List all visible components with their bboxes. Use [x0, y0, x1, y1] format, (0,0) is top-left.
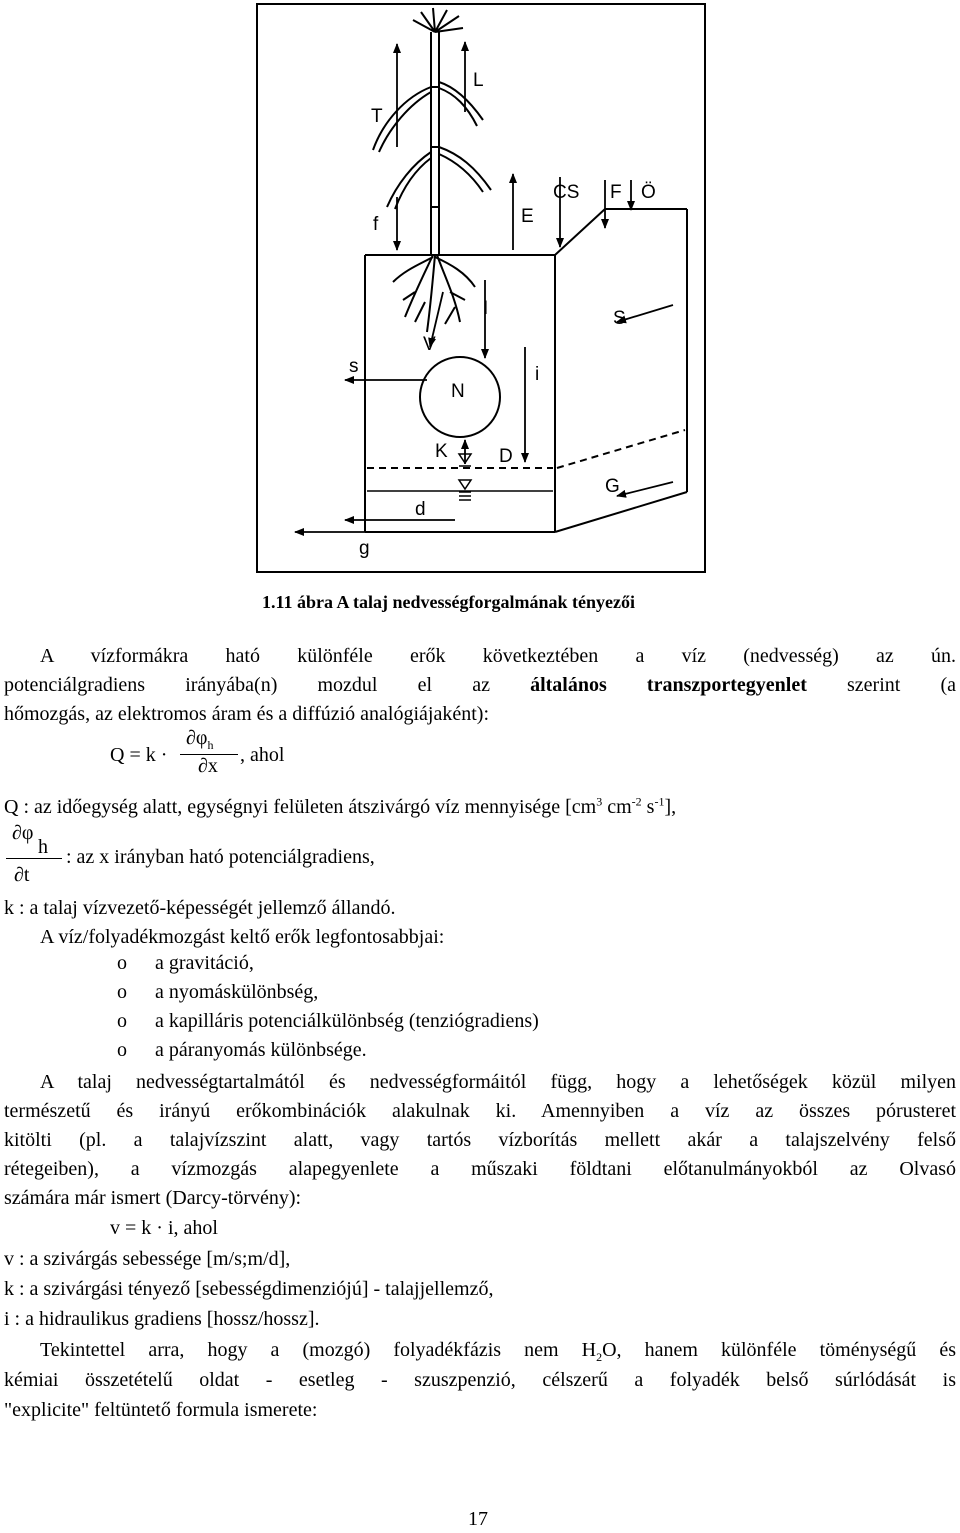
label-f: f: [373, 214, 379, 235]
paragraph-3-line-2: kémiai összetételű oldat - esetleg - szuszpenzió, célszerű a folyadék belső súrlódását is: [4, 1369, 956, 1391]
page-number: 17: [468, 1508, 488, 1530]
label-S: S: [613, 308, 626, 329]
paragraph-3-line-3: "explicite" feltüntető formula ismerete:: [4, 1399, 318, 1421]
phi-fraction-bar: [6, 858, 62, 859]
phi-denominator: ∂t: [14, 864, 30, 886]
definition-v: v : a szivárgás sebessége [m/s;m/d],: [4, 1248, 291, 1270]
soil-container: [365, 209, 687, 532]
eq1-lhs: Q = k ·: [110, 744, 168, 766]
paragraph-2-line-2: természetű és irányú erőkombinációk alakulnak ki. Amennyiben a víz az összes pórusteret: [4, 1100, 956, 1122]
label-N: N: [451, 381, 465, 402]
bullet: o: [117, 1039, 127, 1061]
bullet: o: [117, 1010, 127, 1032]
paragraph-3-line-1: Tekintettel arra, hogy a (mozgó) folyadékfázis nem $H_2O$, hanem különféle töménységű és: [40, 1339, 956, 1364]
paragraph-1-line-2: potenciálgradiens irányába(n) mozdul el az általános transzportegyenlet szerint (a: [4, 674, 956, 696]
paragraph-1-line-3: hőmozgás, az elektromos áram és a diffúzió analógiájaként):: [4, 703, 489, 725]
phi-subscript: h: [38, 836, 48, 858]
definition-k2: k : a szivárgási tényező [sebességdimenziójú] - talajjellemző,: [4, 1278, 494, 1300]
label-O: Ö: [641, 182, 656, 203]
label-T: T: [371, 106, 383, 127]
eq1-denominator: ∂x: [198, 755, 218, 777]
phi-text: : az x irányban ható potenciálgradiens,: [66, 846, 375, 868]
paragraph-2-line-4: rétegeiben), a vízmozgás alapegyenlete a műszaki földtani előtanulmányokból az Olvasó: [4, 1158, 956, 1180]
paragraph-2-line-1: A talaj nedvességtartalmától és nedvességformáitól függ, hogy a lehetőségek közül milyen: [40, 1071, 956, 1093]
label-i: i: [535, 364, 540, 385]
definition-k: k : a talaj vízvezető-képességét jellemző állandó.: [4, 897, 396, 919]
label-g: g: [359, 538, 370, 559]
label-L: L: [473, 70, 484, 91]
label-d: d: [415, 499, 426, 520]
equation-2: v = k · i, ahol: [110, 1217, 218, 1239]
soil-moisture-diagram: [255, 2, 707, 574]
label-s: s: [349, 356, 359, 377]
label-E: E: [521, 206, 534, 227]
bullet: o: [117, 981, 127, 1003]
label-G: G: [605, 476, 620, 497]
label-I: I: [483, 298, 489, 319]
plant: [373, 8, 491, 332]
phi-numerator: ∂φ: [12, 822, 34, 844]
paragraph-1-line-1: A vízformákra ható különféle erők következtében a víz (nedvesség) az ún.: [40, 645, 956, 667]
eq1-rest: , ahol: [240, 744, 285, 766]
eq1-numerator: $\partial\varphi_h$: [186, 727, 214, 752]
paragraph-2-line-3: kitölti (pl. a talajvízszint alatt, vagy tartós vízborítás mellett akár a talajszelvény felső: [4, 1129, 956, 1151]
label-F: F: [610, 182, 622, 203]
list-item: a nyomáskülönbség,: [155, 981, 319, 1003]
label-K: K: [435, 441, 448, 462]
definition-i: i : a hidraulikus gradiens [hossz/hossz].: [4, 1308, 320, 1330]
list-item: a kapilláris potenciálkülönbség (tenziógradiens): [155, 1010, 539, 1032]
diagram-svg: [255, 2, 707, 574]
groundwater-level-line-side: [557, 430, 685, 468]
figure-caption: 1.11 ábra A talaj nedvességforgalmának tényezői: [262, 592, 635, 612]
bullet: o: [117, 952, 127, 974]
label-CS: CS: [553, 182, 580, 203]
forces-intro: A víz/folyadékmozgást keltő erők legfontosabbjai:: [40, 926, 445, 948]
label-D: D: [499, 446, 513, 467]
paragraph-2-line-5: számára már ismert (Darcy-törvény):: [4, 1187, 302, 1209]
label-V: V: [423, 334, 436, 355]
list-item: a páranyomás különbsége.: [155, 1039, 367, 1061]
definition-q: Q : az időegység alatt, egységnyi felületen átszivárgó víz mennyisége [$cm^3$ $cm^{-2}$ $s^{-1}$],: [4, 794, 677, 818]
list-item: a gravitáció,: [155, 952, 254, 974]
